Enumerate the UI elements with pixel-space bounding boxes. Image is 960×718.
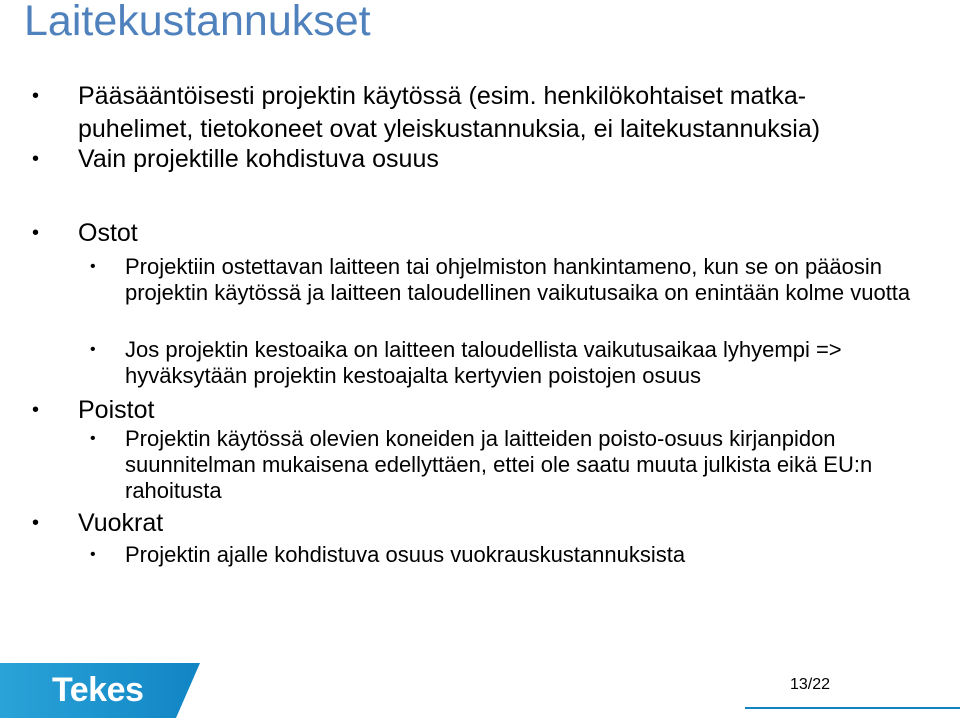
bullet-general: • Pääsääntöisesti projektin käytössä (esim. henkilökohtaiset matka-puhelimet, tietokoneet ovat yleiskustannuksia, ei laitekustannuksia) bbox=[78, 80, 918, 146]
bullet-ostot: • Ostot bbox=[78, 217, 918, 250]
sub-bullet-vuokrat-1: • Projektin ajalle kohdistuva osuus vuokrauskustannuksista bbox=[125, 542, 955, 568]
sub-bullet-ostot-1: • Projektiin ostettavan laitteen tai ohjelmiston hankintameno, kun se on pääosin projektin käytössä ja laitteen taloudellinen vaikutusaika on enintään kolme vuotta bbox=[125, 254, 955, 306]
footer-divider bbox=[745, 707, 960, 709]
slide-title: Laitekustannukset bbox=[24, 0, 371, 45]
bullet-poistot: • Poistot bbox=[78, 394, 918, 427]
tekes-logo: Tekes bbox=[52, 671, 144, 709]
sub-bullet-ostot-2: • Jos projektin kestoaika on laitteen taloudellista vaikutusaikaa lyhyempi => hyväksytään projektin kestoajalta kertyvien poistojen osuus bbox=[125, 337, 955, 389]
sub-bullet-poistot-1: • Projektin käytössä olevien koneiden ja laitteiden poisto-osuus kirjanpidon suunnitelman mukaisena edellyttäen, ettei ole saatu muuta julkista eikä EU:n rahoitusta bbox=[125, 426, 955, 504]
bullet-project-share: • Vain projektille kohdistuva osuus bbox=[78, 143, 918, 176]
bullet-vuokrat: • Vuokrat bbox=[78, 507, 918, 540]
page-number: 13/22 bbox=[790, 676, 831, 693]
